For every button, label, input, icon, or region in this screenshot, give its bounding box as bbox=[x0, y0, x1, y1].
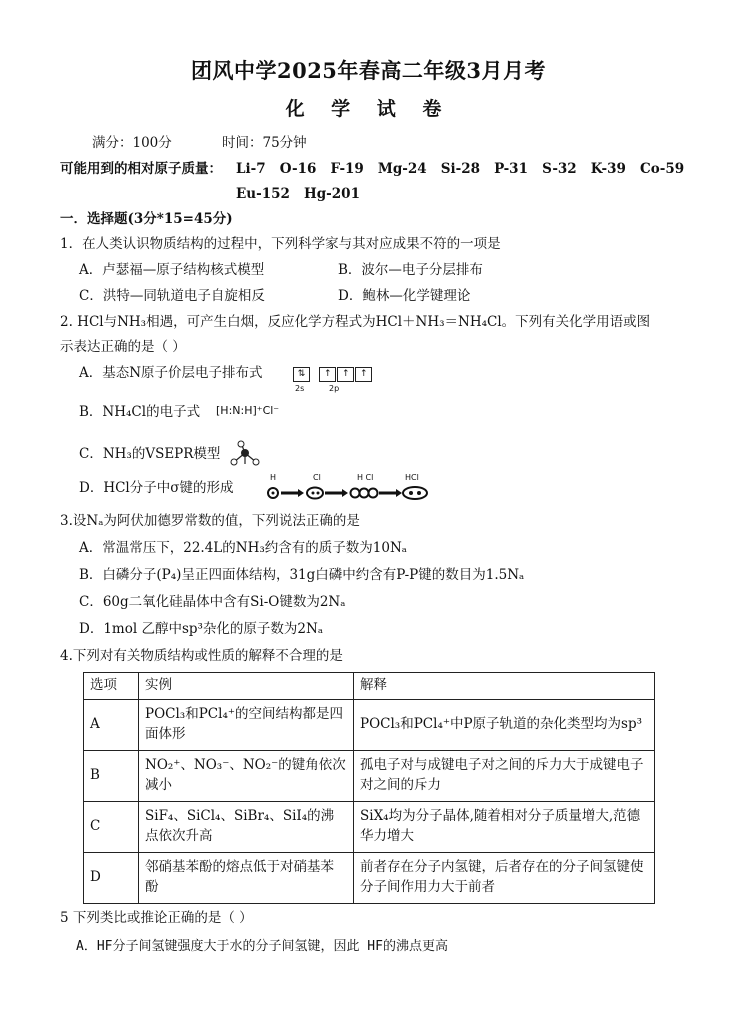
orbital-box-2p-3: ↑ bbox=[355, 367, 372, 382]
q2-option-a: A．基态N原子价层电子排布式 bbox=[79, 365, 263, 381]
orbital-box-2s: ⇅ bbox=[293, 367, 310, 382]
atomic-mass-label: 可能用到的相对原子质量： bbox=[60, 161, 222, 177]
table-header-cell: 选项 bbox=[84, 673, 139, 700]
table-header-row bbox=[84, 673, 655, 700]
q2-option-d: D．HCl分子中σ键的形成 bbox=[79, 480, 234, 496]
q4-table bbox=[83, 672, 655, 904]
table-cell: 孤电子对与成键电子对之间的斥力大于成键电子对之间的斥力 bbox=[354, 750, 655, 801]
table-cell: 前者存在分子内氢键，后者存在的分子间氢键使分子间作用力大于前者 bbox=[354, 852, 655, 903]
q2-stem-line2: 示表达正确的是（ ） bbox=[60, 339, 186, 355]
table-cell: SiX₄均为分子晶体,随着相对分子质量增大,范德华力增大 bbox=[354, 801, 655, 852]
q3-option-d: D．1mol 乙醇中sp³杂化的原子数为2Nₐ bbox=[79, 621, 324, 637]
q5-stem: 5 下列类比或推论正确的是（ ） bbox=[60, 910, 253, 926]
orbital-label-2s: 2s bbox=[295, 384, 305, 393]
table-cell: A bbox=[84, 699, 139, 750]
orbital-box-2p-2: ↑ bbox=[337, 367, 354, 382]
table-row bbox=[84, 801, 655, 852]
orbital-diagram bbox=[291, 366, 373, 383]
atomic-mass-line1: Li-7 O-16 F-19 Mg-24 Si-28 P-31 S-32 K-39 Co-59 bbox=[236, 161, 685, 177]
table-cell: POCl₃和PCl₄⁺中P原子轨道的杂化类型均为sp³ bbox=[354, 699, 655, 750]
q3-stem: 3.设Nₐ为阿伏加德罗常数的值，下列说法正确的是 bbox=[60, 513, 360, 529]
sigma-label-hcl1: H Cl bbox=[357, 473, 374, 482]
q1-option-b: B．波尔—电子分层排布 bbox=[338, 262, 483, 278]
q1-option-d: D．鲍林—化学键理论 bbox=[338, 288, 471, 304]
atomic-mass-line2: Eu-152 Hg-201 bbox=[236, 186, 360, 202]
table-header-cell: 解释 bbox=[354, 673, 655, 700]
sigma-label-h: H bbox=[270, 473, 277, 482]
orbital-box-2p-1: ↑ bbox=[319, 367, 336, 382]
table-row bbox=[84, 699, 655, 750]
q1-option-a: A．卢瑟福—原子结构核式模型 bbox=[79, 262, 265, 278]
score-info: 满分：100分 bbox=[92, 135, 172, 151]
q1-option-c: C．洪特—同轨道电子自旋相反 bbox=[79, 288, 265, 304]
q1-stem: 1．在人类认识物质结构的过程中，下列科学家与其对应成果不符的一项是 bbox=[60, 236, 501, 252]
table-cell: NO₂⁺、NO₃⁻、NO₂⁻的键角依次减小 bbox=[139, 750, 354, 801]
table-header-cell: 实例 bbox=[139, 673, 354, 700]
table-row bbox=[84, 852, 655, 903]
q2-stem-line1: 2. HCl与NH₃相遇，可产生白烟，反应化学方程式为HCl＋NH₃＝NH₄Cl。下列有关化学用语或图 bbox=[60, 314, 651, 330]
q4-stem: 4.下列对有关物质结构或性质的解释不合理的是 bbox=[60, 648, 343, 664]
sigma-bond-diagram-icon bbox=[265, 485, 435, 501]
sigma-label-cl: Cl bbox=[313, 473, 321, 482]
table-row bbox=[84, 750, 655, 801]
page-title: 团风中学2025年春高二年级3月月考 bbox=[190, 58, 547, 83]
subject-title: 化 学 试 卷 bbox=[285, 98, 452, 120]
orbital-label-2p: 2p bbox=[329, 384, 340, 393]
sigma-label-hcl2: HCl bbox=[405, 473, 419, 482]
q3-option-c: C．60g二氧化硅晶体中含有Si-O键数为2Nₐ bbox=[79, 594, 346, 610]
table-cell: POCl₃和PCl₄⁺的空间结构都是四面体形 bbox=[139, 699, 354, 750]
section-title: 一．选择题(3分*15=45分) bbox=[60, 211, 233, 227]
table-cell: SiF₄、SiCl₄、SiBr₄、SiI₄的沸点依次升高 bbox=[139, 801, 354, 852]
time-info: 时间：75分钟 bbox=[222, 135, 307, 151]
table-cell: B bbox=[84, 750, 139, 801]
q3-option-a: A．常温常压下，22.4L的NH₃约含有的质子数为10Nₐ bbox=[79, 540, 407, 556]
q2-option-b: B．NH₄Cl的电子式 bbox=[79, 404, 201, 420]
electron-formula: [H:N:H]⁺Cl⁻ bbox=[216, 404, 280, 417]
q2-option-c: C．NH₃的VSEPR模型 bbox=[79, 446, 221, 462]
table-cell: D bbox=[84, 852, 139, 903]
q3-option-b: B．白磷分子(P₄)呈正四面体结构，31g白磷中约含有P-P键的数目为1.5Nₐ bbox=[79, 567, 525, 583]
q5-option-a: A．HF分子间氢键强度大于水的分子间氢键，因此 HF的沸点更高 bbox=[76, 939, 448, 954]
table-cell: C bbox=[84, 801, 139, 852]
table-cell: 邻硝基苯酚的熔点低于对硝基苯酚 bbox=[139, 852, 354, 903]
vsepr-model-icon bbox=[229, 440, 261, 468]
